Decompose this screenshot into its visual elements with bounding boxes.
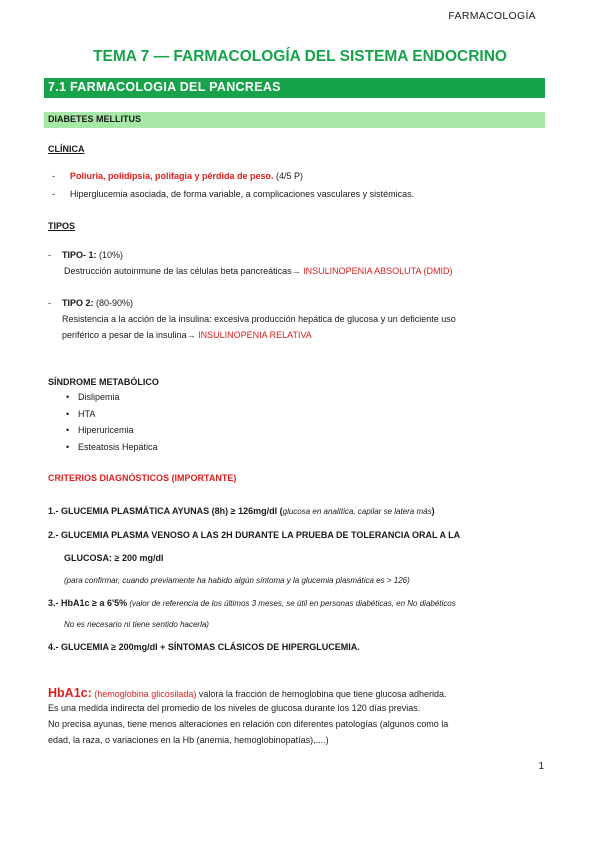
criterio-2-line-2: GLUCOSA: ≥ 200 mg/dl	[64, 553, 164, 563]
criterio-4: 4.- GLUCEMIA ≥ 200mg/dl + SÍNTOMAS CLÁSICOS DE HIPERGLUCEMIA.	[48, 642, 360, 652]
running-header: FARMACOLOGÍA	[448, 10, 536, 22]
criterio-1: 1.- GLUCEMIA PLASMÁTICA AYUNAS (8h) ≥ 126mg/dl (glucosa en analítica, capilar se latera más)	[48, 506, 435, 516]
criterio-2-line-1: 2.- GLUCEMIA PLASMA VENOSO A LAS 2H DURANTE LA PRUEBA DE TOLERANCIA ORAL A LA	[48, 530, 461, 540]
tipo2-description-2: periférico a pesar de la insulina→ INSULINOPENIA RELATIVA	[62, 330, 312, 340]
tipo1-label-line: - TIPO- 1: (10%)	[48, 250, 124, 260]
clinica-item-1: - Poliuria, polidipsia, polifagia y pérdida de peso. (4/5 P)	[52, 171, 304, 181]
sindrome-item: • Esteatosis Hepática	[66, 442, 158, 452]
page-number: 1	[538, 761, 544, 772]
sindrome-item: • Hiperuricemia	[66, 425, 134, 435]
subsection-title: DIABETES MELLITUS	[48, 114, 142, 124]
section-banner	[44, 78, 545, 98]
clinica-heading: CLÍNICA	[48, 144, 85, 154]
hba1c-line-1: HbA1c: (hemoglobina glicosilada) valora la fracción de hemoglobina que tiene glucosa adherida.	[48, 686, 447, 700]
hba1c-line-3: No precisa ayunas, tiene menos alteraciones en relación con diferentes patologías (algunos como la	[48, 719, 449, 729]
page-title: TEMA 7 — FARMACOLOGÍA DEL SISTEMA ENDOCRINO	[93, 48, 507, 65]
criterio-2-note: (para confirmar, cuando previamente ha habido algún síntoma y la glucemia plasmática es > 126)	[64, 576, 410, 585]
criterio-3-note: No es necesario ni tiene sentido hacerla)	[64, 620, 209, 629]
subsection-banner	[44, 112, 545, 128]
tipo2-label-line: - TIPO 2: (80-90%)	[48, 298, 134, 308]
criterio-3: 3.- HbA1c ≥ a 6'5% (valor de referencia de los últimos 3 meses, se útil en personas diabéticas, en No diabéticos	[48, 598, 456, 608]
sindrome-heading: SÍNDROME METABÓLICO	[48, 377, 159, 387]
section-title: 7.1 FARMACOLOGIA DEL PANCREAS	[48, 80, 281, 94]
tipo2-description-1: Resistencia a la acción de la insulina: excesiva producción hepática de glucosa y un deficiente uso	[62, 314, 456, 324]
sindrome-item: • Dislipemia	[66, 392, 120, 402]
criterios-heading: CRITERIOS DIAGNÓSTICOS (IMPORTANTE)	[48, 473, 237, 483]
tipos-heading: TIPOS	[48, 221, 76, 231]
hba1c-line-2: Es una medida indirecta del promedio de los niveles de glucosa durante los 120 días previas.	[48, 703, 421, 713]
sindrome-item: • HTA	[66, 409, 96, 419]
hba1c-line-4: edad, la raza, o variaciones en la Hb (anemia, hemoglobinopatías),....)	[48, 735, 329, 745]
clinica-item-2: - Hiperglucemia asociada, de forma variable, a complicaciones vasculares y sistémicas.	[52, 189, 415, 199]
tipo1-description: Destrucción autoinmune de las células beta pancreáticas→ INSULINOPENIA ABSOLUTA (DMID)	[64, 266, 453, 276]
